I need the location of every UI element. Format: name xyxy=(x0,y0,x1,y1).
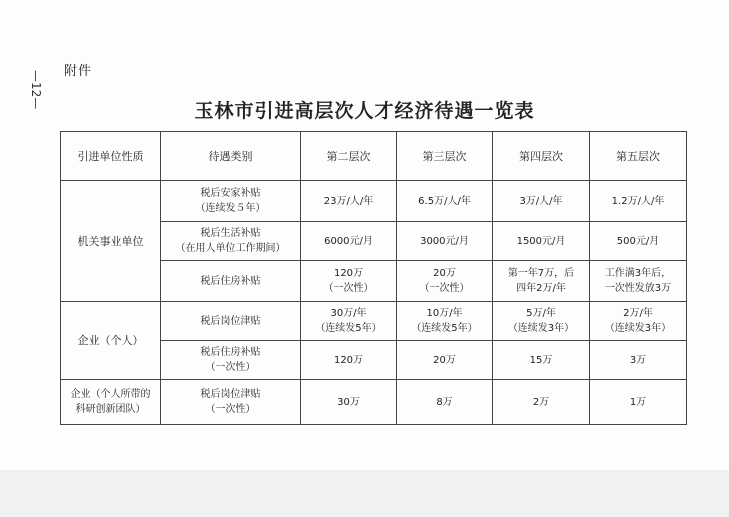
value-cell: 工作满3年后， 一次性发放3万 xyxy=(590,261,687,302)
value-cell: 30万/年 （连续发5年） xyxy=(301,302,397,341)
document-title: 玉林市引进高层次人才经济待遇一览表 xyxy=(194,100,535,122)
value-cell: 6000元/月 xyxy=(301,222,397,261)
header-level-4: 第四层次 xyxy=(493,132,590,181)
value-cell: 3000元/月 xyxy=(397,222,493,261)
value-cell: 8万 xyxy=(397,380,493,425)
value-cell: 120万 （一次性） xyxy=(301,261,397,302)
value-cell: 1万 xyxy=(590,380,687,425)
table-row xyxy=(61,181,687,222)
category-cell: 税后生活补贴 （在用人单位工作期间） xyxy=(161,222,301,261)
value-cell: 3万/人/年 xyxy=(493,181,590,222)
value-cell: 1.2万/人/年 xyxy=(590,181,687,222)
value-cell: 15万 xyxy=(493,341,590,380)
category-cell: 税后住房补贴 xyxy=(161,261,301,302)
value-cell: 20万 xyxy=(397,341,493,380)
category-cell: 税后安家补贴 （连续发５年） xyxy=(161,181,301,222)
unit-type-cell: 机关事业单位 xyxy=(61,181,161,302)
header-level-3: 第三层次 xyxy=(397,132,493,181)
header-level-5: 第五层次 xyxy=(590,132,687,181)
unit-type-cell: 企业（个人所带的 科研创新团队） xyxy=(61,380,161,425)
value-cell: 3万 xyxy=(590,341,687,380)
value-cell: 23万/人/年 xyxy=(301,181,397,222)
table-row xyxy=(61,302,687,341)
category-cell: 税后岗位津贴 xyxy=(161,302,301,341)
value-cell: 第一年7万，后 四年2万/年 xyxy=(493,261,590,302)
value-cell: 2万 xyxy=(493,380,590,425)
value-cell: 20万 （一次性） xyxy=(397,261,493,302)
value-cell: 10万/年 （连续发5年） xyxy=(397,302,493,341)
value-cell: 5万/年 （连续发3年） xyxy=(493,302,590,341)
scan-background xyxy=(0,470,729,517)
table-row xyxy=(61,380,687,425)
value-cell: 120万 xyxy=(301,341,397,380)
table-header-row xyxy=(61,132,687,181)
unit-type-cell: 企业（个人） xyxy=(61,302,161,380)
category-cell: 税后住房补贴 （一次性） xyxy=(161,341,301,380)
value-cell: 6.5万/人/年 xyxy=(397,181,493,222)
value-cell: 1500元/月 xyxy=(493,222,590,261)
attachment-label: 附件 xyxy=(64,64,93,79)
header-benefit-category: 待遇类别 xyxy=(161,132,301,181)
page-number: —12— xyxy=(29,70,43,110)
header-unit-type: 引进单位性质 xyxy=(61,132,161,181)
value-cell: 500元/月 xyxy=(590,222,687,261)
category-cell: 税后岗位津贴 （一次性） xyxy=(161,380,301,425)
benefits-table xyxy=(60,131,687,425)
value-cell: 2万/年 （连续发3年） xyxy=(590,302,687,341)
value-cell: 30万 xyxy=(301,380,397,425)
header-level-2: 第二层次 xyxy=(301,132,397,181)
